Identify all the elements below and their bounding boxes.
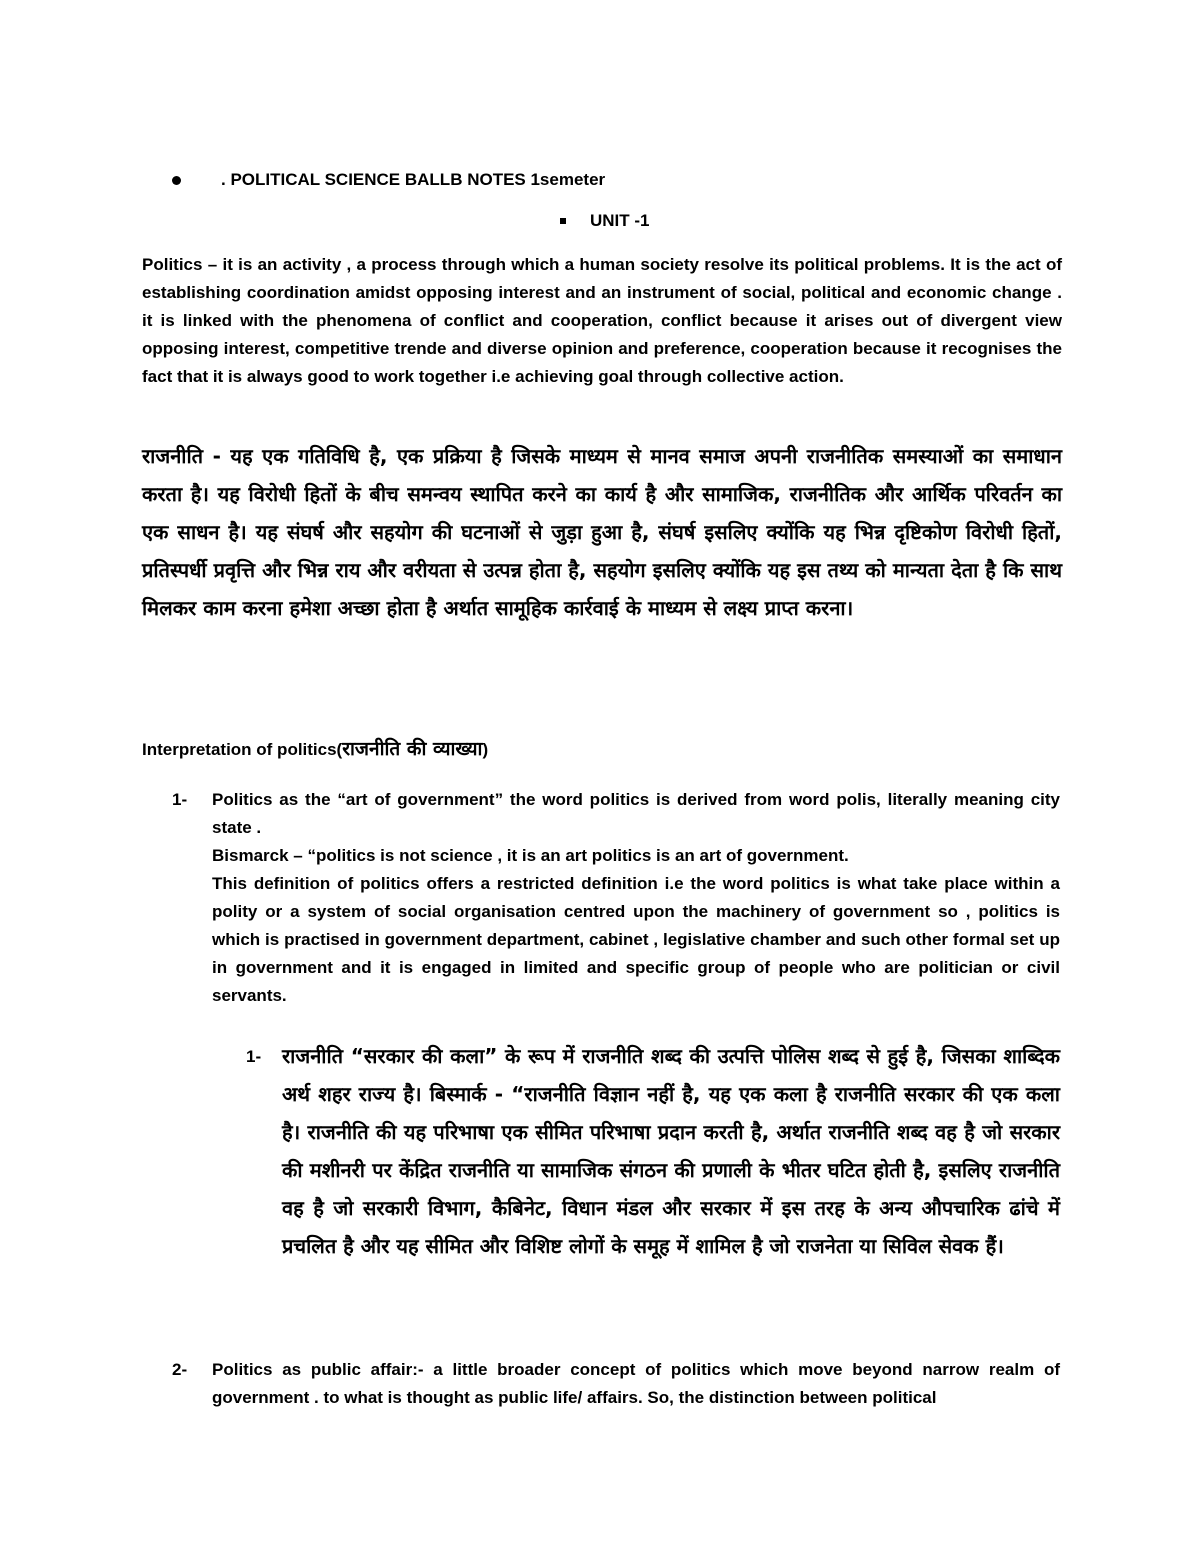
item-2-line: Politics as public affair:- a little broader concept of politics which move beyond narrow realm of government . to what is thought as public life/ affairs. So, the distinction between political xyxy=(212,1360,1060,1407)
interpretation-heading xyxy=(142,735,488,761)
document-heading xyxy=(172,170,605,190)
item-1-line: This definition of politics offers a restricted definition i.e the word politics is what take place within a polity or a system of social organisation centred upon the machinery of government so , politics is which is practised in government department, cabinet , legislative chamber and such other formal set up in government and it is engaged in limited and specific group of people who are politician or civil servants. xyxy=(212,874,1060,1005)
item-2-number: 2- xyxy=(172,1360,188,1379)
document-title: . POLITICAL SCIENCE BALLB NOTES 1semeter xyxy=(221,170,606,189)
bullet-icon xyxy=(172,176,181,185)
item-2-english xyxy=(212,1356,1060,1412)
unit-label: UNIT -1 xyxy=(590,211,650,230)
unit-heading xyxy=(560,211,650,231)
intro-english-paragraph: Politics – it is an activity , a process through which a human society resolve its political problems. It is the act of establishing coordination amidst opposing interest and an instrument of social, political and economic change . it is linked with the phenomena of conflict and cooperation, conflict because it arises out of divergent view opposing interest, competitive trende and diverse opinion and preference, cooperation because it recognises the fact that it is always good to work together i.e achieving goal through collective action. xyxy=(142,255,1062,386)
item-1-line: Politics as the “art of government” the word politics is derived from word polis, literally meaning city state . xyxy=(212,790,1060,837)
interpretation-label-hindi: राजनीति की व्याख्या xyxy=(342,738,483,760)
item-1-number: 1- xyxy=(172,790,188,809)
item-1-english xyxy=(212,786,1060,1010)
interpretation-label: Interpretation of politics( xyxy=(142,740,343,759)
item-1-hindi-paragraph: राजनीति “सरकार की कला” के रूप में राजनीति शब्द की उत्पत्ति पोलिस शब्द से हुई है, जिसका शाब्दिक अर्थ शहर राज्य है। बिस्मार्क - “राजनीति विज्ञान नहीं है, यह एक कला है राजनीति सरकार की एक कला है। राजनीति की यह परिभाषा एक सीमित परिभाषा प्रदान करती है, अर्थात राजनीति शब्द वह है जो सरकार की मशीनरी पर केंद्रित राजनीति या सामाजिक संगठन की प्रणाली के भीतर घटित होती है, इसलिए राजनीति वह है जो सरकारी विभाग, कैबिनेट, विधान मंडल और सरकार में इस तरह के अन्य औपचारिक ढांचे में प्रचलित है और यह सीमित और विशिष्ट लोगों के समूह में शामिल है जो राजनेता या सिविल सेवक हैं। xyxy=(282,1044,1060,1258)
interpretation-label-end: ) xyxy=(482,740,489,759)
square-bullet-icon xyxy=(560,218,566,224)
item-1-hindi-number: 1- xyxy=(246,1047,262,1066)
item-1-line: Bismarck – “politics is not science , it is an art politics is an art of government. xyxy=(212,846,849,865)
intro-hindi-paragraph: राजनीति - यह एक गतिविधि है, एक प्रक्रिया है जिसके माध्यम से मानव समाज अपनी राजनीतिक समस्याओं का समाधान करता है। यह विरोधी हितों के बीच समन्वय स्थापित करने का कार्य है और सामाजिक, राजनीतिक और आर्थिक परिवर्तन का एक साधन है। यह संघर्ष और सहयोग की घटनाओं से जुड़ा हुआ है, संघर्ष इसलिए क्योंकि यह भिन्न दृष्टिकोण विरोधी हितों, प्रतिस्पर्धी प्रवृत्ति और भिन्न राय और वरीयता से उत्पन्न होता है, सहयोग इसलिए क्योंकि यह इस तथ्य को मान्यता देता है कि साथ मिलकर काम करना हमेशा अच्छा होता है अर्थात सामूहिक कार्रवाई के माध्यम से लक्ष्य प्राप्त करना। xyxy=(142,444,1062,620)
